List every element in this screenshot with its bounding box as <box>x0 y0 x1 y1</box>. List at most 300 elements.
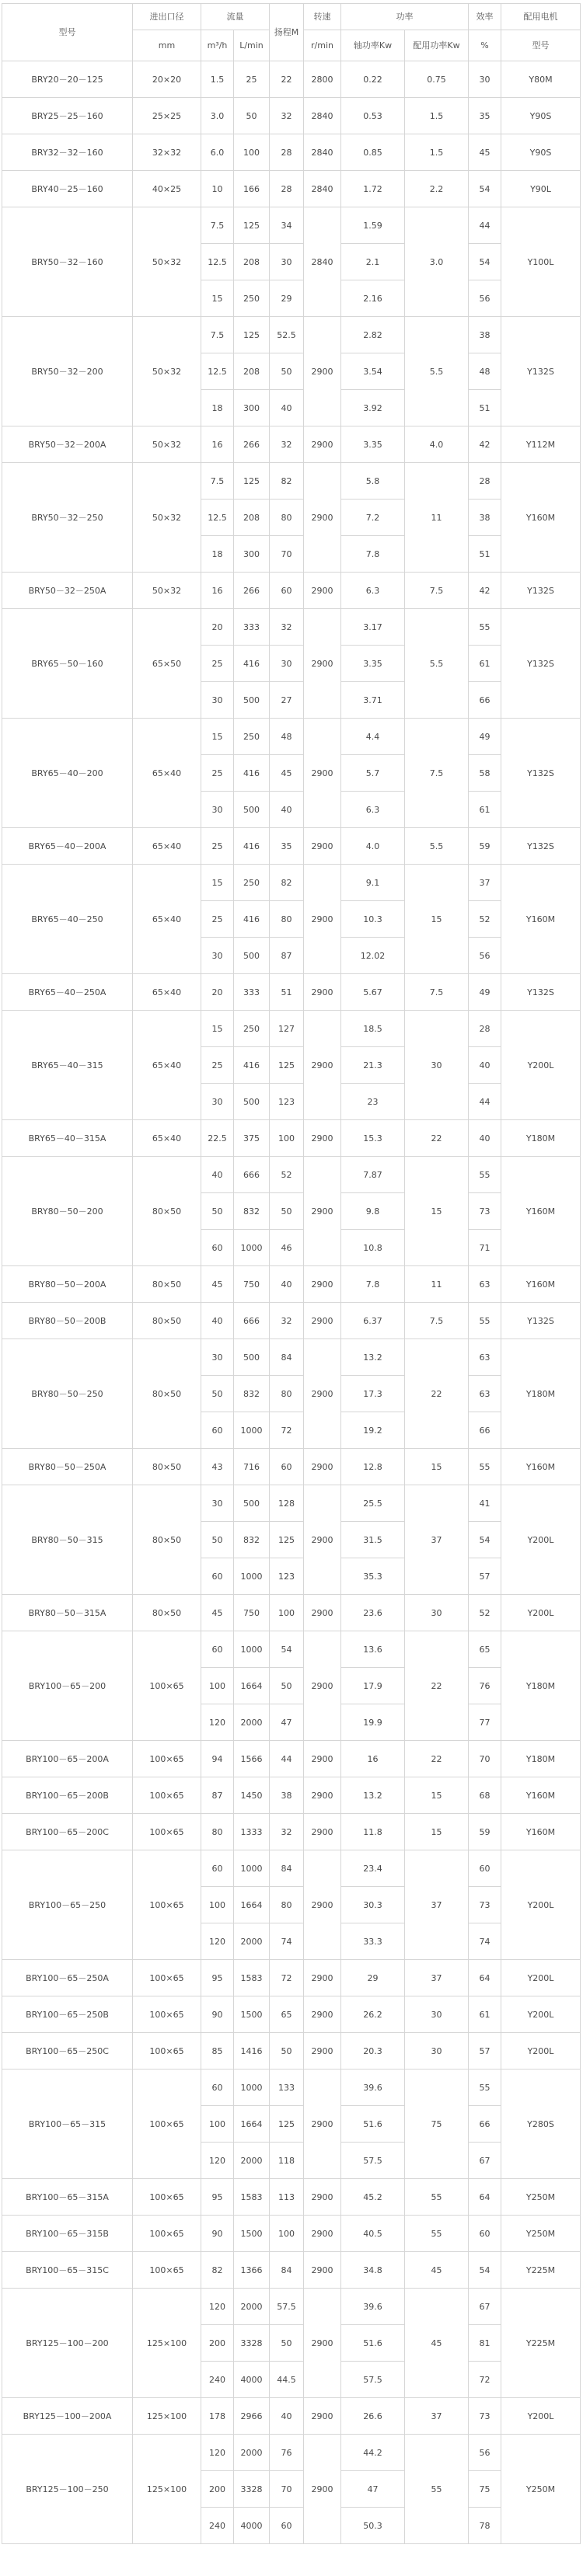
model-cell: BRY100－65－200C <box>2 1814 133 1850</box>
flow-lmin-cell: 416 <box>234 646 270 682</box>
speed-cell: 2900 <box>304 719 341 828</box>
motor-power-cell: 3.0 <box>405 207 469 317</box>
diameter-cell: 80×50 <box>133 1266 201 1303</box>
diameter-cell: 25×25 <box>133 98 201 134</box>
speed-cell: 2840 <box>304 134 341 171</box>
flow-lmin-cell: 716 <box>234 1449 270 1485</box>
motor-power-cell: 15 <box>405 865 469 974</box>
flow-m3h-cell: 100 <box>201 2106 234 2143</box>
table-row <box>2 609 581 646</box>
flow-lmin-cell: 300 <box>234 536 270 573</box>
head-cell: 65 <box>270 1996 304 2033</box>
flow-m3h-cell: 240 <box>201 2362 234 2398</box>
motor-model-cell: Y250M <box>501 2216 581 2252</box>
efficiency-cell: 67 <box>469 2289 501 2325</box>
efficiency-cell: 66 <box>469 2106 501 2143</box>
diameter-cell: 100×65 <box>133 1814 201 1850</box>
diameter-cell: 100×65 <box>133 1741 201 1777</box>
shaft-power-cell: 29 <box>341 1960 405 1996</box>
flow-m3h-cell: 60 <box>201 1631 234 1668</box>
motor-power-cell: 1.5 <box>405 134 469 171</box>
head-cell: 80 <box>270 1376 304 1412</box>
flow-m3h-cell: 120 <box>201 2289 234 2325</box>
motor-model-cell: Y90L <box>501 171 581 207</box>
efficiency-cell: 41 <box>469 1485 501 1522</box>
diameter-cell: 100×65 <box>133 1960 201 1996</box>
flow-m3h-cell: 82 <box>201 2252 234 2289</box>
flow-lmin-cell: 416 <box>234 755 270 792</box>
flow-m3h-cell: 200 <box>201 2325 234 2362</box>
efficiency-cell: 55 <box>469 2070 501 2106</box>
shaft-power-cell: 23 <box>341 1084 405 1120</box>
model-cell: BRY50－32－200 <box>2 317 133 426</box>
head-cell: 22 <box>270 61 304 98</box>
flow-m3h-cell: 7.5 <box>201 207 234 244</box>
efficiency-cell: 57 <box>469 2033 501 2070</box>
shaft-power-cell: 13.2 <box>341 1339 405 1376</box>
shaft-power-cell: 20.3 <box>341 2033 405 2070</box>
head-cell: 50 <box>270 2033 304 2070</box>
flow-lmin-cell: 2000 <box>234 2435 270 2471</box>
table-row <box>2 2216 581 2252</box>
flow-m3h-cell: 120 <box>201 1923 234 1960</box>
table-row <box>2 1996 581 2033</box>
model-cell: BRY65－40－315 <box>2 1011 133 1120</box>
model-cell: BRY100－65－200A <box>2 1741 133 1777</box>
motor-model-cell: Y132S <box>501 609 581 719</box>
shaft-power-cell: 39.6 <box>341 2070 405 2106</box>
shaft-power-cell: 13.6 <box>341 1631 405 1668</box>
speed-cell: 2900 <box>304 1449 341 1485</box>
flow-m3h-cell: 20 <box>201 974 234 1011</box>
model-cell: BRY125－100－200A <box>2 2398 133 2435</box>
diameter-cell: 100×65 <box>133 1631 201 1741</box>
motor-model-cell: Y200L <box>501 1485 581 1595</box>
efficiency-cell: 77 <box>469 1704 501 1741</box>
header-flow: 流量 <box>201 4 270 30</box>
diameter-cell: 100×65 <box>133 1850 201 1960</box>
header-motor: 配用电机 <box>501 4 581 30</box>
flow-lmin-cell: 416 <box>234 901 270 938</box>
flow-lmin-cell: 125 <box>234 207 270 244</box>
shaft-power-cell: 17.9 <box>341 1668 405 1704</box>
flow-lmin-cell: 1000 <box>234 1230 270 1266</box>
motor-model-cell: Y100L <box>501 207 581 317</box>
shaft-power-cell: 13.2 <box>341 1777 405 1814</box>
shaft-power-cell: 19.2 <box>341 1412 405 1449</box>
motor-power-cell: 15 <box>405 1814 469 1850</box>
table-row <box>2 1266 581 1303</box>
shaft-power-cell: 0.85 <box>341 134 405 171</box>
motor-model-cell: Y200L <box>501 2398 581 2435</box>
flow-lmin-cell: 250 <box>234 1011 270 1047</box>
shaft-power-cell: 2.1 <box>341 244 405 280</box>
head-cell: 60 <box>270 2508 304 2544</box>
diameter-cell: 80×50 <box>133 1449 201 1485</box>
flow-m3h-cell: 15 <box>201 719 234 755</box>
table-row <box>2 1449 581 1485</box>
efficiency-cell: 61 <box>469 792 501 828</box>
head-cell: 100 <box>270 1595 304 1631</box>
speed-cell: 2900 <box>304 2033 341 2070</box>
table-row <box>2 828 581 865</box>
motor-model-cell: Y200L <box>501 1595 581 1631</box>
table-row <box>2 1814 581 1850</box>
header-head: 扬程M <box>270 4 304 61</box>
model-cell: BRY125－100－200 <box>2 2289 133 2398</box>
head-cell: 84 <box>270 1339 304 1376</box>
flow-lmin-cell: 125 <box>234 463 270 500</box>
head-cell: 47 <box>270 1704 304 1741</box>
flow-m3h-cell: 20 <box>201 609 234 646</box>
efficiency-cell: 63 <box>469 1376 501 1412</box>
shaft-power-cell: 7.8 <box>341 1266 405 1303</box>
motor-power-cell: 5.5 <box>405 317 469 426</box>
header-efficiency-unit: % <box>469 30 501 61</box>
head-cell: 76 <box>270 2435 304 2471</box>
motor-power-cell: 37 <box>405 1485 469 1595</box>
motor-power-cell: 75 <box>405 2070 469 2179</box>
model-cell: BRY50－32－160 <box>2 207 133 317</box>
motor-power-cell: 37 <box>405 1850 469 1960</box>
model-cell: BRY80－50－200 <box>2 1157 133 1266</box>
table-row <box>2 2289 581 2325</box>
flow-lmin-cell: 1664 <box>234 1668 270 1704</box>
efficiency-cell: 40 <box>469 1047 501 1084</box>
table-row <box>2 98 581 134</box>
motor-power-cell: 7.5 <box>405 573 469 609</box>
flow-m3h-cell: 30 <box>201 938 234 974</box>
model-cell: BRY50－32－250A <box>2 573 133 609</box>
table-row <box>2 207 581 244</box>
speed-cell: 2900 <box>304 1595 341 1631</box>
shaft-power-cell: 6.3 <box>341 573 405 609</box>
speed-cell: 2900 <box>304 2179 341 2216</box>
pump-spec-table <box>2 3 581 2544</box>
flow-lmin-cell: 1664 <box>234 2106 270 2143</box>
flow-lmin-cell: 166 <box>234 171 270 207</box>
efficiency-cell: 37 <box>469 865 501 901</box>
speed-cell: 2900 <box>304 2216 341 2252</box>
head-cell: 80 <box>270 500 304 536</box>
head-cell: 113 <box>270 2179 304 2216</box>
head-cell: 40 <box>270 390 304 426</box>
table-row <box>2 1850 581 1887</box>
efficiency-cell: 52 <box>469 1595 501 1631</box>
motor-model-cell: Y160M <box>501 865 581 974</box>
head-cell: 60 <box>270 573 304 609</box>
flow-m3h-cell: 60 <box>201 2070 234 2106</box>
flow-lmin-cell: 500 <box>234 1485 270 1522</box>
diameter-cell: 65×40 <box>133 719 201 828</box>
head-cell: 44.5 <box>270 2362 304 2398</box>
motor-power-cell: 22 <box>405 1631 469 1741</box>
efficiency-cell: 55 <box>469 609 501 646</box>
flow-lmin-cell: 1000 <box>234 1850 270 1887</box>
diameter-cell: 80×50 <box>133 1339 201 1449</box>
head-cell: 60 <box>270 1449 304 1485</box>
diameter-cell: 65×40 <box>133 1120 201 1157</box>
motor-model-cell: Y200L <box>501 1996 581 2033</box>
model-cell: BRY80－50－200B <box>2 1303 133 1339</box>
shaft-power-cell: 57.5 <box>341 2143 405 2179</box>
efficiency-cell: 71 <box>469 1230 501 1266</box>
flow-lmin-cell: 208 <box>234 353 270 390</box>
motor-model-cell: Y250M <box>501 2435 581 2544</box>
flow-lmin-cell: 266 <box>234 573 270 609</box>
speed-cell: 2900 <box>304 1339 341 1449</box>
flow-lmin-cell: 750 <box>234 1595 270 1631</box>
flow-m3h-cell: 10 <box>201 171 234 207</box>
header-speed: 转速 <box>304 4 341 30</box>
motor-power-cell: 30 <box>405 2033 469 2070</box>
head-cell: 80 <box>270 1887 304 1923</box>
model-cell: BRY100－65－200 <box>2 1631 133 1741</box>
shaft-power-cell: 9.8 <box>341 1193 405 1230</box>
shaft-power-cell: 57.5 <box>341 2362 405 2398</box>
motor-power-cell: 15 <box>405 1157 469 1266</box>
head-cell: 100 <box>270 2216 304 2252</box>
flow-lmin-cell: 832 <box>234 1522 270 1558</box>
flow-m3h-cell: 30 <box>201 682 234 719</box>
efficiency-cell: 67 <box>469 2143 501 2179</box>
motor-model-cell: Y200L <box>501 2033 581 2070</box>
model-cell: BRY65－40－200 <box>2 719 133 828</box>
flow-lmin-cell: 208 <box>234 244 270 280</box>
flow-m3h-cell: 100 <box>201 1887 234 1923</box>
flow-lmin-cell: 500 <box>234 682 270 719</box>
flow-lmin-cell: 1366 <box>234 2252 270 2289</box>
flow-lmin-cell: 333 <box>234 609 270 646</box>
flow-m3h-cell: 45 <box>201 1266 234 1303</box>
flow-m3h-cell: 80 <box>201 1814 234 1850</box>
efficiency-cell: 51 <box>469 390 501 426</box>
diameter-cell: 50×32 <box>133 573 201 609</box>
head-cell: 50 <box>270 2325 304 2362</box>
flow-m3h-cell: 30 <box>201 792 234 828</box>
table-row <box>2 171 581 207</box>
speed-cell: 2900 <box>304 828 341 865</box>
head-cell: 57.5 <box>270 2289 304 2325</box>
efficiency-cell: 68 <box>469 1777 501 1814</box>
flow-m3h-cell: 18 <box>201 536 234 573</box>
efficiency-cell: 45 <box>469 134 501 171</box>
model-cell: BRY100－65－315C <box>2 2252 133 2289</box>
flow-m3h-cell: 15 <box>201 1011 234 1047</box>
speed-cell: 2900 <box>304 1777 341 1814</box>
speed-cell: 2900 <box>304 1850 341 1960</box>
flow-lmin-cell: 416 <box>234 828 270 865</box>
diameter-cell: 100×65 <box>133 2033 201 2070</box>
flow-lmin-cell: 750 <box>234 1266 270 1303</box>
flow-m3h-cell: 12.5 <box>201 500 234 536</box>
motor-model-cell: Y160M <box>501 1814 581 1850</box>
motor-model-cell: Y132S <box>501 974 581 1011</box>
efficiency-cell: 73 <box>469 1193 501 1230</box>
head-cell: 27 <box>270 682 304 719</box>
shaft-power-cell: 21.3 <box>341 1047 405 1084</box>
flow-lmin-cell: 1500 <box>234 1996 270 2033</box>
shaft-power-cell: 40.5 <box>341 2216 405 2252</box>
table-row <box>2 61 581 98</box>
efficiency-cell: 40 <box>469 1120 501 1157</box>
table-row <box>2 1595 581 1631</box>
head-cell: 28 <box>270 171 304 207</box>
flow-lmin-cell: 25 <box>234 61 270 98</box>
flow-m3h-cell: 6.0 <box>201 134 234 171</box>
table-row <box>2 974 581 1011</box>
head-cell: 72 <box>270 1960 304 1996</box>
flow-lmin-cell: 208 <box>234 500 270 536</box>
motor-model-cell: Y132S <box>501 719 581 828</box>
head-cell: 128 <box>270 1485 304 1522</box>
motor-model-cell: Y200L <box>501 1850 581 1960</box>
speed-cell: 2900 <box>304 317 341 426</box>
efficiency-cell: 49 <box>469 719 501 755</box>
head-cell: 51 <box>270 974 304 1011</box>
flow-m3h-cell: 12.5 <box>201 244 234 280</box>
shaft-power-cell: 39.6 <box>341 2289 405 2325</box>
model-cell: BRY65－40－250 <box>2 865 133 974</box>
motor-power-cell: 0.75 <box>405 61 469 98</box>
motor-model-cell: Y225M <box>501 2252 581 2289</box>
head-cell: 127 <box>270 1011 304 1047</box>
motor-model-cell: Y160M <box>501 463 581 573</box>
flow-m3h-cell: 60 <box>201 1850 234 1887</box>
flow-m3h-cell: 7.5 <box>201 463 234 500</box>
table-row <box>2 1777 581 1814</box>
motor-power-cell: 15 <box>405 1777 469 1814</box>
motor-model-cell: Y180M <box>501 1120 581 1157</box>
shaft-power-cell: 0.53 <box>341 98 405 134</box>
motor-power-cell: 7.5 <box>405 974 469 1011</box>
head-cell: 32 <box>270 98 304 134</box>
speed-cell: 2900 <box>304 1120 341 1157</box>
table-row <box>2 2070 581 2106</box>
head-cell: 40 <box>270 2398 304 2435</box>
flow-m3h-cell: 50 <box>201 1522 234 1558</box>
efficiency-cell: 55 <box>469 1449 501 1485</box>
head-cell: 87 <box>270 938 304 974</box>
diameter-cell: 100×65 <box>133 2216 201 2252</box>
diameter-cell: 20×20 <box>133 61 201 98</box>
diameter-cell: 65×50 <box>133 609 201 719</box>
diameter-cell: 80×50 <box>133 1595 201 1631</box>
diameter-cell: 100×65 <box>133 2179 201 2216</box>
header-flow-lmin: L/min <box>234 30 270 61</box>
flow-lmin-cell: 500 <box>234 1339 270 1376</box>
head-cell: 125 <box>270 1047 304 1084</box>
model-cell: BRY100－65－200B <box>2 1777 133 1814</box>
motor-power-cell: 30 <box>405 1996 469 2033</box>
speed-cell: 2900 <box>304 974 341 1011</box>
flow-m3h-cell: 25 <box>201 755 234 792</box>
motor-model-cell: Y90S <box>501 98 581 134</box>
flow-lmin-cell: 1566 <box>234 1741 270 1777</box>
head-cell: 50 <box>270 353 304 390</box>
shaft-power-cell: 26.6 <box>341 2398 405 2435</box>
flow-lmin-cell: 266 <box>234 426 270 463</box>
efficiency-cell: 61 <box>469 1996 501 2033</box>
motor-power-cell: 30 <box>405 1595 469 1631</box>
speed-cell: 2900 <box>304 609 341 719</box>
speed-cell: 2900 <box>304 1814 341 1850</box>
shaft-power-cell: 7.8 <box>341 536 405 573</box>
head-cell: 38 <box>270 1777 304 1814</box>
model-cell: BRY80－50－250A <box>2 1449 133 1485</box>
motor-model-cell: Y132S <box>501 573 581 609</box>
flow-m3h-cell: 25 <box>201 901 234 938</box>
table-row <box>2 2435 581 2471</box>
efficiency-cell: 63 <box>469 1339 501 1376</box>
head-cell: 70 <box>270 2471 304 2508</box>
flow-m3h-cell: 178 <box>201 2398 234 2435</box>
efficiency-cell: 74 <box>469 1923 501 1960</box>
header-motor-power: 配用功率Kw <box>405 30 469 61</box>
shaft-power-cell: 35.3 <box>341 1558 405 1595</box>
head-cell: 84 <box>270 2252 304 2289</box>
diameter-cell: 100×65 <box>133 2252 201 2289</box>
shaft-power-cell: 15.3 <box>341 1120 405 1157</box>
efficiency-cell: 59 <box>469 1814 501 1850</box>
head-cell: 52 <box>270 1157 304 1193</box>
motor-power-cell: 37 <box>405 2398 469 2435</box>
head-cell: 74 <box>270 1923 304 1960</box>
shaft-power-cell: 5.67 <box>341 974 405 1011</box>
diameter-cell: 50×32 <box>133 426 201 463</box>
head-cell: 32 <box>270 426 304 463</box>
motor-power-cell: 37 <box>405 1960 469 1996</box>
shaft-power-cell: 6.37 <box>341 1303 405 1339</box>
flow-lmin-cell: 4000 <box>234 2362 270 2398</box>
motor-power-cell: 55 <box>405 2435 469 2544</box>
speed-cell: 2900 <box>304 2435 341 2544</box>
diameter-cell: 65×40 <box>133 974 201 1011</box>
shaft-power-cell: 0.22 <box>341 61 405 98</box>
speed-cell: 2900 <box>304 463 341 573</box>
flow-m3h-cell: 7.5 <box>201 317 234 353</box>
shaft-power-cell: 7.87 <box>341 1157 405 1193</box>
diameter-cell: 65×40 <box>133 1011 201 1120</box>
flow-lmin-cell: 4000 <box>234 2508 270 2544</box>
flow-m3h-cell: 95 <box>201 1960 234 1996</box>
speed-cell: 2900 <box>304 2252 341 2289</box>
flow-lmin-cell: 666 <box>234 1157 270 1193</box>
efficiency-cell: 35 <box>469 98 501 134</box>
flow-lmin-cell: 666 <box>234 1303 270 1339</box>
head-cell: 125 <box>270 2106 304 2143</box>
flow-lmin-cell: 1000 <box>234 1631 270 1668</box>
motor-model-cell: Y80M <box>501 61 581 98</box>
efficiency-cell: 78 <box>469 2508 501 2544</box>
flow-m3h-cell: 16 <box>201 426 234 463</box>
motor-model-cell: Y112M <box>501 426 581 463</box>
flow-m3h-cell: 120 <box>201 1704 234 1741</box>
table-row <box>2 1157 581 1193</box>
table-row <box>2 2252 581 2289</box>
flow-lmin-cell: 1333 <box>234 1814 270 1850</box>
head-cell: 118 <box>270 2143 304 2179</box>
speed-cell: 2900 <box>304 1303 341 1339</box>
flow-m3h-cell: 60 <box>201 1230 234 1266</box>
motor-model-cell: Y160M <box>501 1449 581 1485</box>
diameter-cell: 65×40 <box>133 865 201 974</box>
motor-power-cell: 22 <box>405 1339 469 1449</box>
diameter-cell: 50×32 <box>133 317 201 426</box>
speed-cell: 2900 <box>304 2289 341 2398</box>
flow-m3h-cell: 100 <box>201 1668 234 1704</box>
header-model: 型号 <box>2 4 133 61</box>
